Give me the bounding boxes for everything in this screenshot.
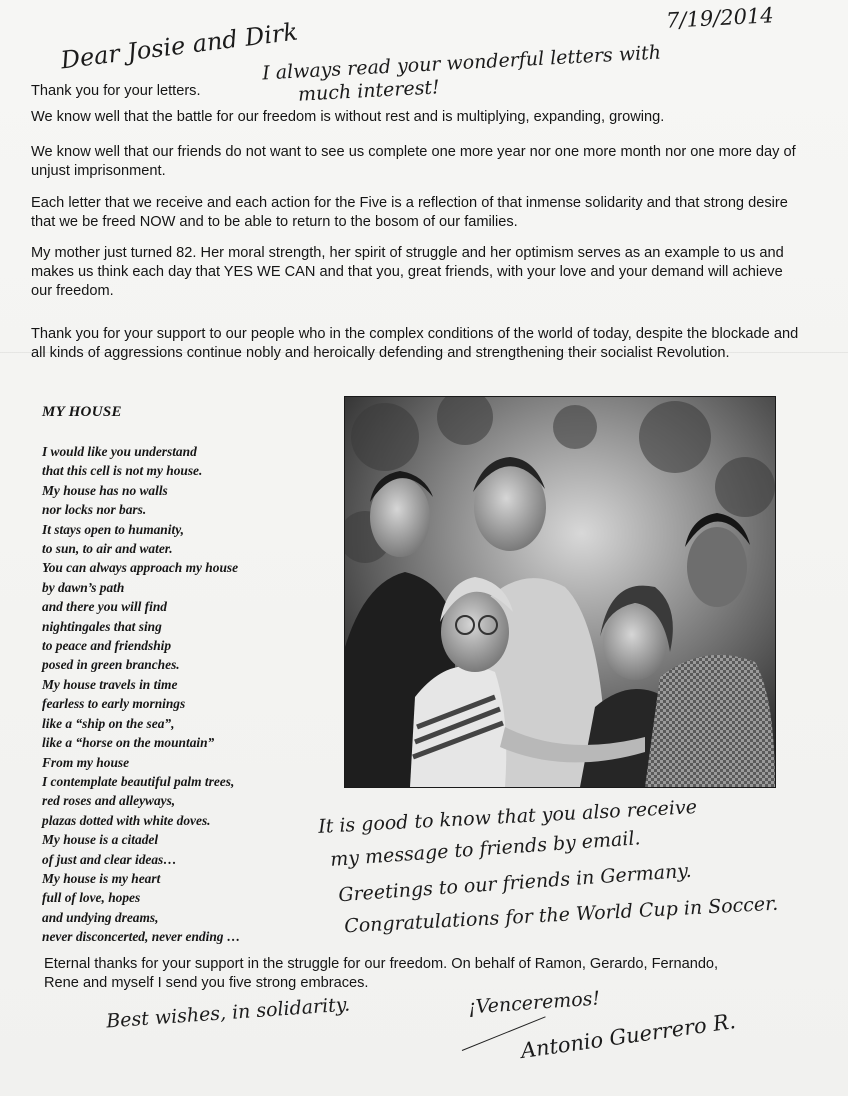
family-photo — [344, 396, 776, 788]
paragraph-battle: We know well that the battle for our freedom is without rest and is multiplying, expanding, growing. — [31, 109, 665, 125]
handwritten-closing: Best wishes, in solidarity. — [105, 993, 351, 1033]
poem-line: to sun, to air and water. — [42, 541, 173, 557]
paragraph-eternal-thanks: Eternal thanks for your support in the struggle for our freedom. On behalf of Ramon, Gerardo, Fernando, Rene and myself I send you five strong embraces. — [44, 956, 719, 991]
poem-line: nor locks nor bars. — [42, 502, 147, 518]
paragraph-solidarity: Each letter that we receive and each action for the Five is a reflection of that inmense solidarity and that strong desire that we be freed NOW and to be able to return to the bosom of our families. — [31, 195, 788, 230]
paragraph-mother: My mother just turned 82. Her moral strength, her spirit of struggle and her optimism serves as an example to us and makes us think each day that YES WE CAN and that you, great friends, with your love and your demand will achieve our freedom. — [31, 245, 784, 299]
handwritten-message-line-3: Greetings to our friends in Germany. — [337, 859, 693, 907]
poem-title: MY HOUSE — [42, 404, 122, 420]
poem-line: plazas dotted with white doves. — [42, 812, 211, 828]
handwritten-salutation: Dear Josie and Dirk — [59, 17, 300, 75]
poem-line: full of love, hopes — [42, 890, 141, 906]
handwritten-note-line-2: much interest! — [297, 76, 441, 106]
poem-line: My house travels in time — [42, 676, 178, 692]
handwritten-message-line-2: my message to friends by email. — [329, 827, 642, 871]
handwritten-venceremos: ¡Venceremos! — [467, 987, 601, 1019]
poem-line: My house has no walls — [42, 482, 168, 498]
poem-line: nightingales that sing — [42, 618, 162, 634]
paragraph-friends: We know well that our friends do not want to see us complete one more year nor one more month nor one more day of unjust imprisonment. — [31, 144, 796, 179]
poem-line: and there you will find — [42, 599, 167, 615]
poem-line: never disconcerted, never ending … — [42, 929, 241, 945]
poem-line: of just and clear ideas… — [42, 851, 177, 867]
poem-line: I would like you understand — [42, 444, 197, 459]
poem-line: fearless to early mornings — [42, 696, 186, 712]
handwritten-note-line-1: I always read your wonderful letters with — [261, 41, 662, 85]
poem-line: that this cell is not my house. — [42, 463, 203, 479]
poem-line: to peace and friendship — [42, 638, 172, 654]
handwritten-message-line-1: It is good to know that you also receive — [317, 796, 698, 838]
poem-line: like a “ship on the sea”, — [42, 715, 175, 731]
thanks-line: Thank you for your letters. — [31, 83, 201, 99]
family-photo-illustration — [345, 397, 775, 787]
handwritten-date: 7/19/2014 — [665, 3, 775, 33]
handwritten-message-line-4: Congratulations for the World Cup in Soccer. — [343, 892, 779, 938]
poem-line: and undying dreams, — [42, 909, 159, 925]
handwritten-signature: Antonio Guerrero R. — [519, 1009, 738, 1063]
poem-line: From my house — [42, 754, 130, 770]
poem-line: red roses and alleyways, — [42, 793, 176, 809]
poem-line: posed in green branches. — [42, 657, 180, 673]
poem-body — [42, 442, 312, 947]
poem-line: My house is my heart — [42, 870, 161, 886]
poem-line: It stays open to humanity, — [42, 521, 184, 537]
poem-line: You can always approach my house — [42, 560, 239, 576]
poem-line: by dawn’s path — [42, 579, 125, 595]
paragraph-support: Thank you for your support to our people who in the complex conditions of the world of today, despite the blockade and all kinds of aggressions continue nobly and heroically defending and strengthening their socialist Revolution. — [31, 326, 799, 361]
poem-line: I contemplate beautiful palm trees, — [42, 773, 235, 789]
poem-line: like a “horse on the mountain” — [42, 735, 215, 751]
poem-line: My house is a citadel — [42, 832, 159, 848]
